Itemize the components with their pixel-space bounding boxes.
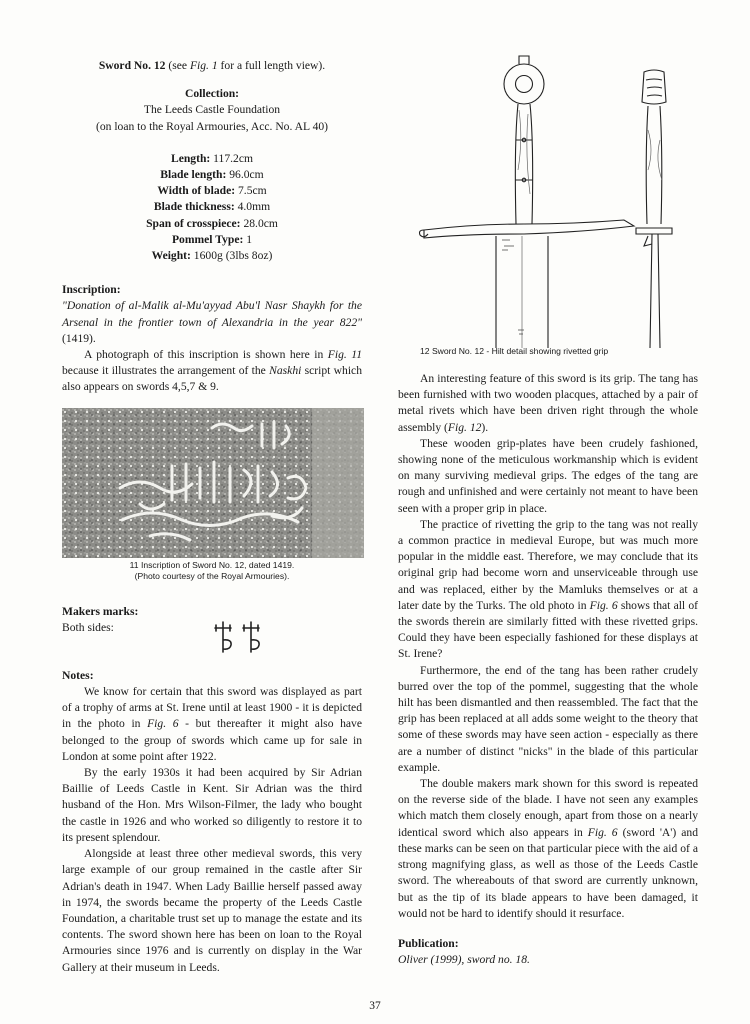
collection-label: Collection: bbox=[184, 87, 240, 101]
fig11-caption: 11 Inscription of Sword No. 12, dated 1419. (Photo courtesy of the Royal Armouries). bbox=[129, 559, 295, 581]
notes-paragraph: We know for certain that this sword was displayed as part of a trophy of arms at St. Irene until at least 1900 - it is depicted in the photo in Fig. 6 - but thereafter it might also have belonged to the group of swords which came up for sale in London at some point after 1922. bbox=[62, 685, 362, 763]
body-paragraph: These wooden grip-plates have been crudely fashioned, showing none of the meticulous workmanship which is evident on many surviving medieval grips. The edges of the tang are rough and unfinished and were certainly not meant to have been seen with a proper grip in place. bbox=[398, 436, 698, 515]
spec-line: Width of blade: 7.5cm bbox=[157, 184, 267, 198]
spec-line: Weight: 1600g (3lbs 8oz) bbox=[151, 249, 273, 263]
spec-line: Pommel Type: 1 bbox=[171, 232, 253, 246]
hilt-drawing bbox=[398, 50, 698, 350]
inscription-photo-graphic bbox=[62, 408, 364, 558]
makers-marks-icon bbox=[206, 618, 276, 662]
body-paragraph: An interesting feature of this sword is its grip. The tang has been furnished with two wooden placques, attached by a pair of metal rivets which have been driven right through the whole assembly (Fig. 12). bbox=[398, 372, 698, 434]
inscription-photo bbox=[62, 408, 364, 558]
right-column bbox=[398, 50, 698, 968]
specs-block bbox=[62, 151, 362, 264]
left-column bbox=[62, 58, 362, 976]
spec-line: Blade length: 96.0cm bbox=[160, 168, 264, 182]
sword-header: Sword No. 12 (see Fig. 1 for a full length view). bbox=[98, 59, 326, 72]
fig12-caption: 12 Sword No. 12 - Hilt detail showing rivetted grip bbox=[420, 346, 609, 356]
makers-marks-row bbox=[62, 620, 362, 668]
spec-line: Length: 117.2cm bbox=[170, 151, 253, 165]
sword-title: Sword No. 12 bbox=[98, 59, 166, 72]
page-number: 37 bbox=[369, 1000, 381, 1012]
makers-marks-heading: Makers marks: bbox=[62, 604, 139, 618]
spec-line: Span of crosspiece: 28.0cm bbox=[146, 216, 278, 230]
spec-line: Blade thickness: 4.0mm bbox=[153, 200, 271, 214]
sword-hilt-illustration bbox=[398, 50, 698, 350]
notes-paragraph: Alongside at least three other medieval swords, this very large example of our group remained in the castle after Sir Adrian's death in 1947. When Lady Baillie herself passed away in 1974, the swords became the property of the Leeds Castle Foundation, a charitable trust set up to manage the estate and its contents. The sword shown here has been on loan to the Royal Armouries since 1976 and is currently on display in the War Gallery at their museum in Leeds. bbox=[62, 847, 362, 974]
publication-heading: Publication: bbox=[398, 936, 459, 950]
body-paragraph: The practice of rivetting the grip to the tang was not really a common practice in medieval Europe, but was much more popular in the middle east. Therefore, we may conclude that its original grip had become worn and unserviceable through use and was replaced, either by the Mamluks themselves or at a later date by the Turks. The old photo in Fig. 6 shows that all of the swords therein are similarly fitted with these rivetted grips. Could they have been especially fashioned for these displays at St. Irene? bbox=[398, 517, 698, 661]
inscription-paragraph: A photograph of this inscription is shown here in Fig. 11 because it illustrates the arrangement of the Naskhi script which also appears on swords 4,5,7 & 9. bbox=[62, 348, 363, 394]
collection-line: (on loan to the Royal Armouries, Acc. No. AL 40) bbox=[95, 119, 329, 133]
collection-block bbox=[62, 86, 362, 135]
notes-paragraph: By the early 1930s it had been acquired by Sir Adrian Baillie of Leeds Castle in Kent. Sir Adrian was the third husband of the Hon. Mrs Wilson-Filmer, the lady who bought the castle in 1926 and who worked so diligently to restore it to its present splendour. bbox=[62, 766, 362, 844]
collection-line: The Leeds Castle Foundation bbox=[143, 103, 281, 117]
body-paragraph: The double makers mark shown for this sword is repeated on the reverse side of the blade. I have not seen any examples which match them closely enough, apart from those on a nearly identical sword which also appears in Fig. 6 (sword 'A') and these marks can be seen on that particular piece with the aid of a strong magnifying glass, as well as those of the Leeds Castle sword. The whereabouts of that sword are currently unknown, but as the tip of its blade appears to have been damaged, it would not be hard to identify should it resurface. bbox=[398, 777, 698, 920]
body-paragraph: Furthermore, the end of the tang has been rather crudely burred over the top of the pommel, suggesting that the whole hilt has been dismantled and then reassembled. The fact that the grip has been replaced at all adds some weight to the theory that some of these swords may have seen action - especially as there are a number of distinct "nicks" in the blade of this particular example. bbox=[398, 663, 698, 774]
makers-marks-sides: Both sides: bbox=[62, 620, 114, 634]
inscription-heading: Inscription: bbox=[62, 283, 121, 297]
publication-text: Oliver (1999), sword no. 18. bbox=[398, 953, 530, 967]
notes-heading: Notes: bbox=[62, 668, 94, 682]
inscription-quote: "Donation of al-Malik al-Mu'ayyad Abu'l Nasr Shaykh for the Arsenal in the frontier town of Alexandria in the year 822" (1419). bbox=[62, 299, 362, 345]
